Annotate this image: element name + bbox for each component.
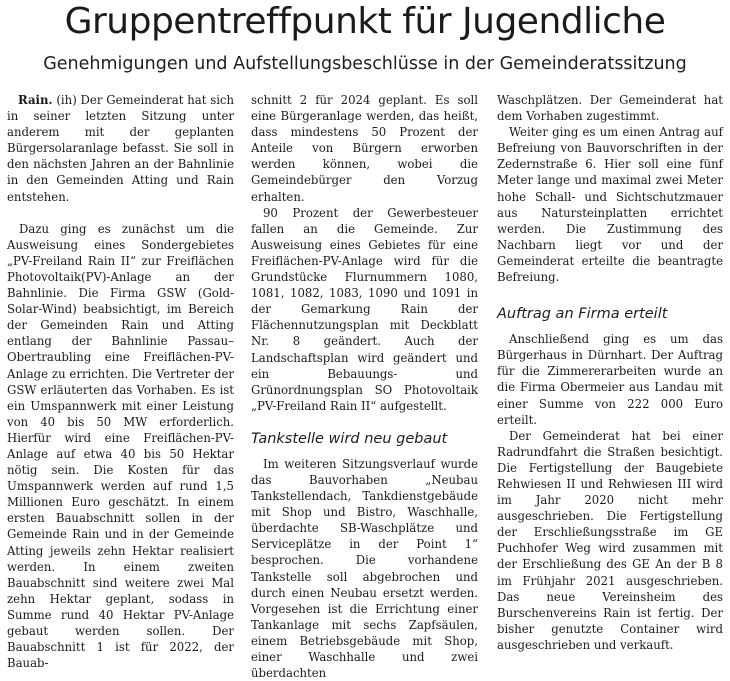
paragraph-mauer: Weiter ging es um einen Antrag auf Befreiung von Bauvorschriften in der Zedernstraße 6. Hier soll eine fünf Meter lange und maximal zwei Meter hohe Schall- und Sichtschutzmauer aus Natursteinplatten errichtet werden. Die Zustimmung des Nachbarn liegt vor und der Gemeinderat erteilte die beantragte Befreiung. — [497, 125, 723, 285]
paragraph-solar-continued-text: schnitt 2 für 2024 geplant. Es soll eine Bürgeranlage werden, das heißt, dass mindestens 50 Prozent der Anteile von Bürgern erworben werden können, wobei die Gemeindebürger den Vorzug erhalten. — [251, 93, 478, 204]
paragraph-tankstelle-continued — [497, 92, 723, 124]
dateline: Rain. — [18, 93, 53, 107]
paragraph-tankstelle-text: Im weiteren Sitzungsverlauf wurde das Bauvorhaben „Neubau Tankstellendach, Tankdienstgebäude mit Shop und Bistro, Waschhalle, überdachte SB-Waschplätze und Serviceplätze in der Point 1“ besprochen. Die vorhandene Tankstelle soll abgebrochen und durch einen Neubau ersetzt werden. Vorgesehen ist die Errichtung einer Tankanlage mit sechs Zapfsäulen, einem Betriebsgebäude mit Shop, einer Waschhalle und zwei überdachten — [251, 456, 478, 681]
paragraph-buergerhaus: Anschließend ging es um das Bürgerhaus in Dürnhart. Der Auftrag für die Zimmererarbeiten wurde an die Firma Obermeier aus Landau mit einer Summe von 222 000 Euro erteilt. — [497, 332, 723, 427]
paragraph-solar — [7, 221, 234, 672]
column-3 — [497, 92, 723, 653]
paragraph-solar-continued — [251, 92, 478, 205]
paragraph-strassen: Der Gemeinderat hat bei einer Radrundfahrt die Straßen besichtigt. Die Fertigstellung der Baugebiete Rehwiesen II und Rehwiesen III wird im Jahr 2020 nicht mehr ausgeschrieben. Die Fertigstellung der Erschließungsstraße im GE Puchhofer Weg wird zusammen mit der Erschließung des GE An der B 8 im Frühjahr 2021 ausgeschrieben. Das neue Vereinsheim des Burschenvereins Rain ist fertig. Der bisher genutzte Container wird ausgeschrieben und verkauft. — [497, 428, 723, 652]
subheading-tankstelle: Tankstelle wird neu gebaut — [251, 430, 448, 447]
subheading-auftrag: Auftrag an Firma erteilt — [497, 306, 668, 323]
column-1 — [7, 92, 234, 671]
subheadline: Genehmigungen und Aufstellungsbeschlüsse in der Gemeinderatssitzung — [43, 54, 687, 74]
paragraph-tax: 90 Prozent der Gewerbesteuer fallen an die Gemeinde. Zur Ausweisung eines Gebietes für eine Freiflächen-PV-Anlage wird für die Grundstücke Flurnummern 1080, 1081, 1082, 1083, 1090 und 1091 in der Gemarkung Rain der Flächennutzungsplan mit Deckblatt Nr. 8 geändert. Auch der Landschaftsplan wird geändert und ein Bebauungs- und Grünordnungsplan SO Photovoltaik „PV-Freiland Rain II“ aufgestellt. — [251, 205, 478, 413]
paragraph-tankstelle-continued-text: Waschplätzen. Der Gemeinderat hat dem Vorhaben zugestimmt. — [497, 93, 723, 124]
headline: Gruppentreffpunkt für Jugendliche — [64, 1, 666, 42]
paragraph-solar-text: Dazu ging es zunächst um die Ausweisung eines Sondergebietes „PV-Freiland Rain II“ zur Freiflächen Photovoltaik(PV)-Anlage an der Bahnlinie. Die Firma GSW (Gold-Solar-Wind) beabsichtigt, im Bereich der Gemeinden Rain und Atting entlang der Bahnlinie Passau–Obertraubling eine Freiflächen-PV-Anlage zu errichten. Die Vertreter der GSW erläuterten das Vorhaben. Es ist ein Umspannwerk mit einer Leistung von 40 bis 50 MW erforderlich. Hierfür wird eine Freiflächen-PV-Anlage auf etwa 40 bis 50 Hektar nötig sein. Die Kosten für das Umspannwerk werden auf rund 1,5 Millionen Euro geschätzt. In einem ersten Bauabschnitt sollen in der Gemeinde Rain und in der Gemeinde Atting jeweils zehn Hektar realisiert werden. In einem zweiten Bauabschnitt sind weitere zwei Mal zehn Hektar geplant, sodass in Summe rund 40 Hektar PV-Anlage gebaut werden sollen. Der Bauabschnitt 1 ist für 2022, der Bauab- — [7, 221, 234, 671]
column-2 — [251, 92, 478, 681]
paragraph-intro — [7, 92, 234, 205]
paragraph-tankstelle — [251, 456, 478, 681]
paragraph-intro-text: (ih) Der Gemeinderat hat sich in seiner letzten Sitzung unter anderem mit der geplanten Bürgersolaranlage befasst. Sie soll in den nächsten Jahren an der Bahnlinie in den Gemeinden Atting und Rain entstehen. — [7, 93, 234, 204]
